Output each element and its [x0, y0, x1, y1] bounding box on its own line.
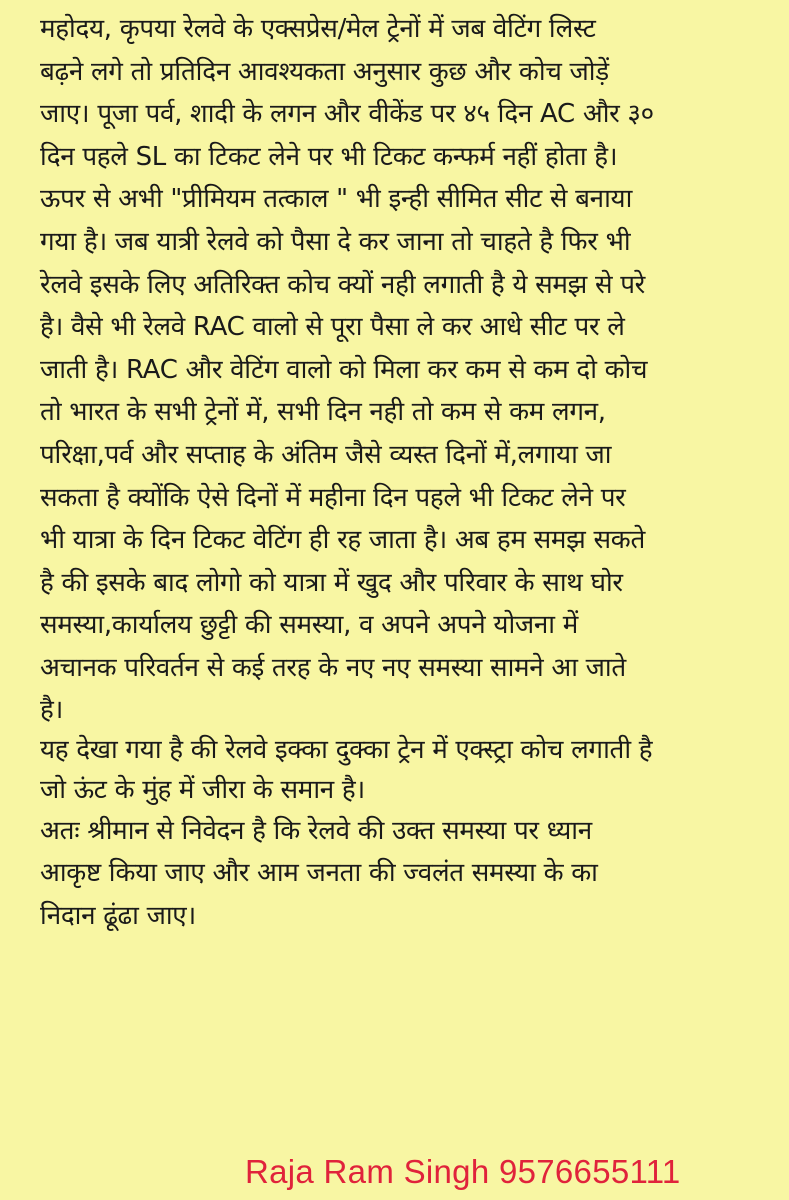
letter-line-14: है की इसके बाद लोगो को यात्रा में खुद और परिवार के साथ घोर [40, 567, 623, 598]
letter-line-12: सकता है क्योंकि ऐसे दिनों में महीना दिन पहले भी टिकट लेने पर [40, 482, 626, 513]
letter-line-3: जाए। पूजा पर्व, शादी के लगन और वीकेंड पर ४५ दिन AC और ३० [40, 99, 654, 130]
letter-line-9: जाती है। RAC और वेटिंग वालो को मिला कर कम से कम दो कोच [40, 354, 648, 385]
letter-line-13: भी यात्रा के दिन टिकट वेटिंग ही रह जाता है। अब हम समझ सकते [40, 525, 645, 556]
letter-line-16: अचानक परिवर्तन से कई तरह के नए नए समस्या सामने आ जाते [40, 652, 626, 683]
letter-line-1: महोदय, कृपया रेलवे के एक्सप्रेस/मेल ट्रेनों में जब वेटिंग लिस्ट [40, 14, 596, 44]
letter-line-19: जो ऊंट के मुंह में जीरा के समान है। [40, 774, 365, 805]
letter-line-5: ऊपर से अभी "प्रीमियम तत्काल " भी इन्ही सीमित सीट से बनाया [40, 184, 633, 215]
signature: Raja Ram Singh 9576655111 [245, 1153, 681, 1190]
letter-line-11: परिक्षा,पर्व और सप्ताह के अंतिम जैसे व्यस्त दिनों में,लगाया जा [40, 439, 612, 470]
letter-line-8: है। वैसे भी रेलवे RAC वालो से पूरा पैसा ले कर आधे सीट पर ले [40, 312, 625, 343]
letter-line-15: समस्या,कार्यालय छुट्टी की समस्या, व अपने अपने योजना में [40, 610, 578, 641]
letter-line-17: है। [40, 694, 64, 725]
letter-line-10: तो भारत के सभी ट्रेनों में, सभी दिन नही तो कम से कम लगन, [40, 397, 606, 428]
letter-line-18: यह देखा गया है की रेलवे इक्का दुक्का ट्रेन में एक्स्ट्रा कोच लगाती है [40, 734, 653, 765]
letter-line-7: रेलवे इसके लिए अतिरिक्त कोच क्यों नही लगाती है ये समझ से परे [40, 269, 645, 300]
letter-line-21: आकृष्ट किया जाए और आम जनता की ज्वलंत समस्या के का [40, 858, 598, 889]
letter-line-22: निदान ढूंढा जाए। [40, 900, 196, 931]
letter-line-2: बढ़ने लगे तो प्रतिदिन आवश्यकता अनुसार कुछ और कोच जोड़ें [40, 56, 609, 87]
letter-line-6: गया है। जब यात्री रेलवे को पैसा दे कर जाना तो चाहते है फिर भी [40, 226, 631, 257]
letter-line-4: दिन पहले SL का टिकट लेने पर भी टिकट कन्फर्म नहीं होता है। [40, 141, 618, 172]
letter-line-20: अतः श्रीमान से निवेदन है कि रेलवे की उक्त समस्या पर ध्यान [40, 815, 592, 846]
